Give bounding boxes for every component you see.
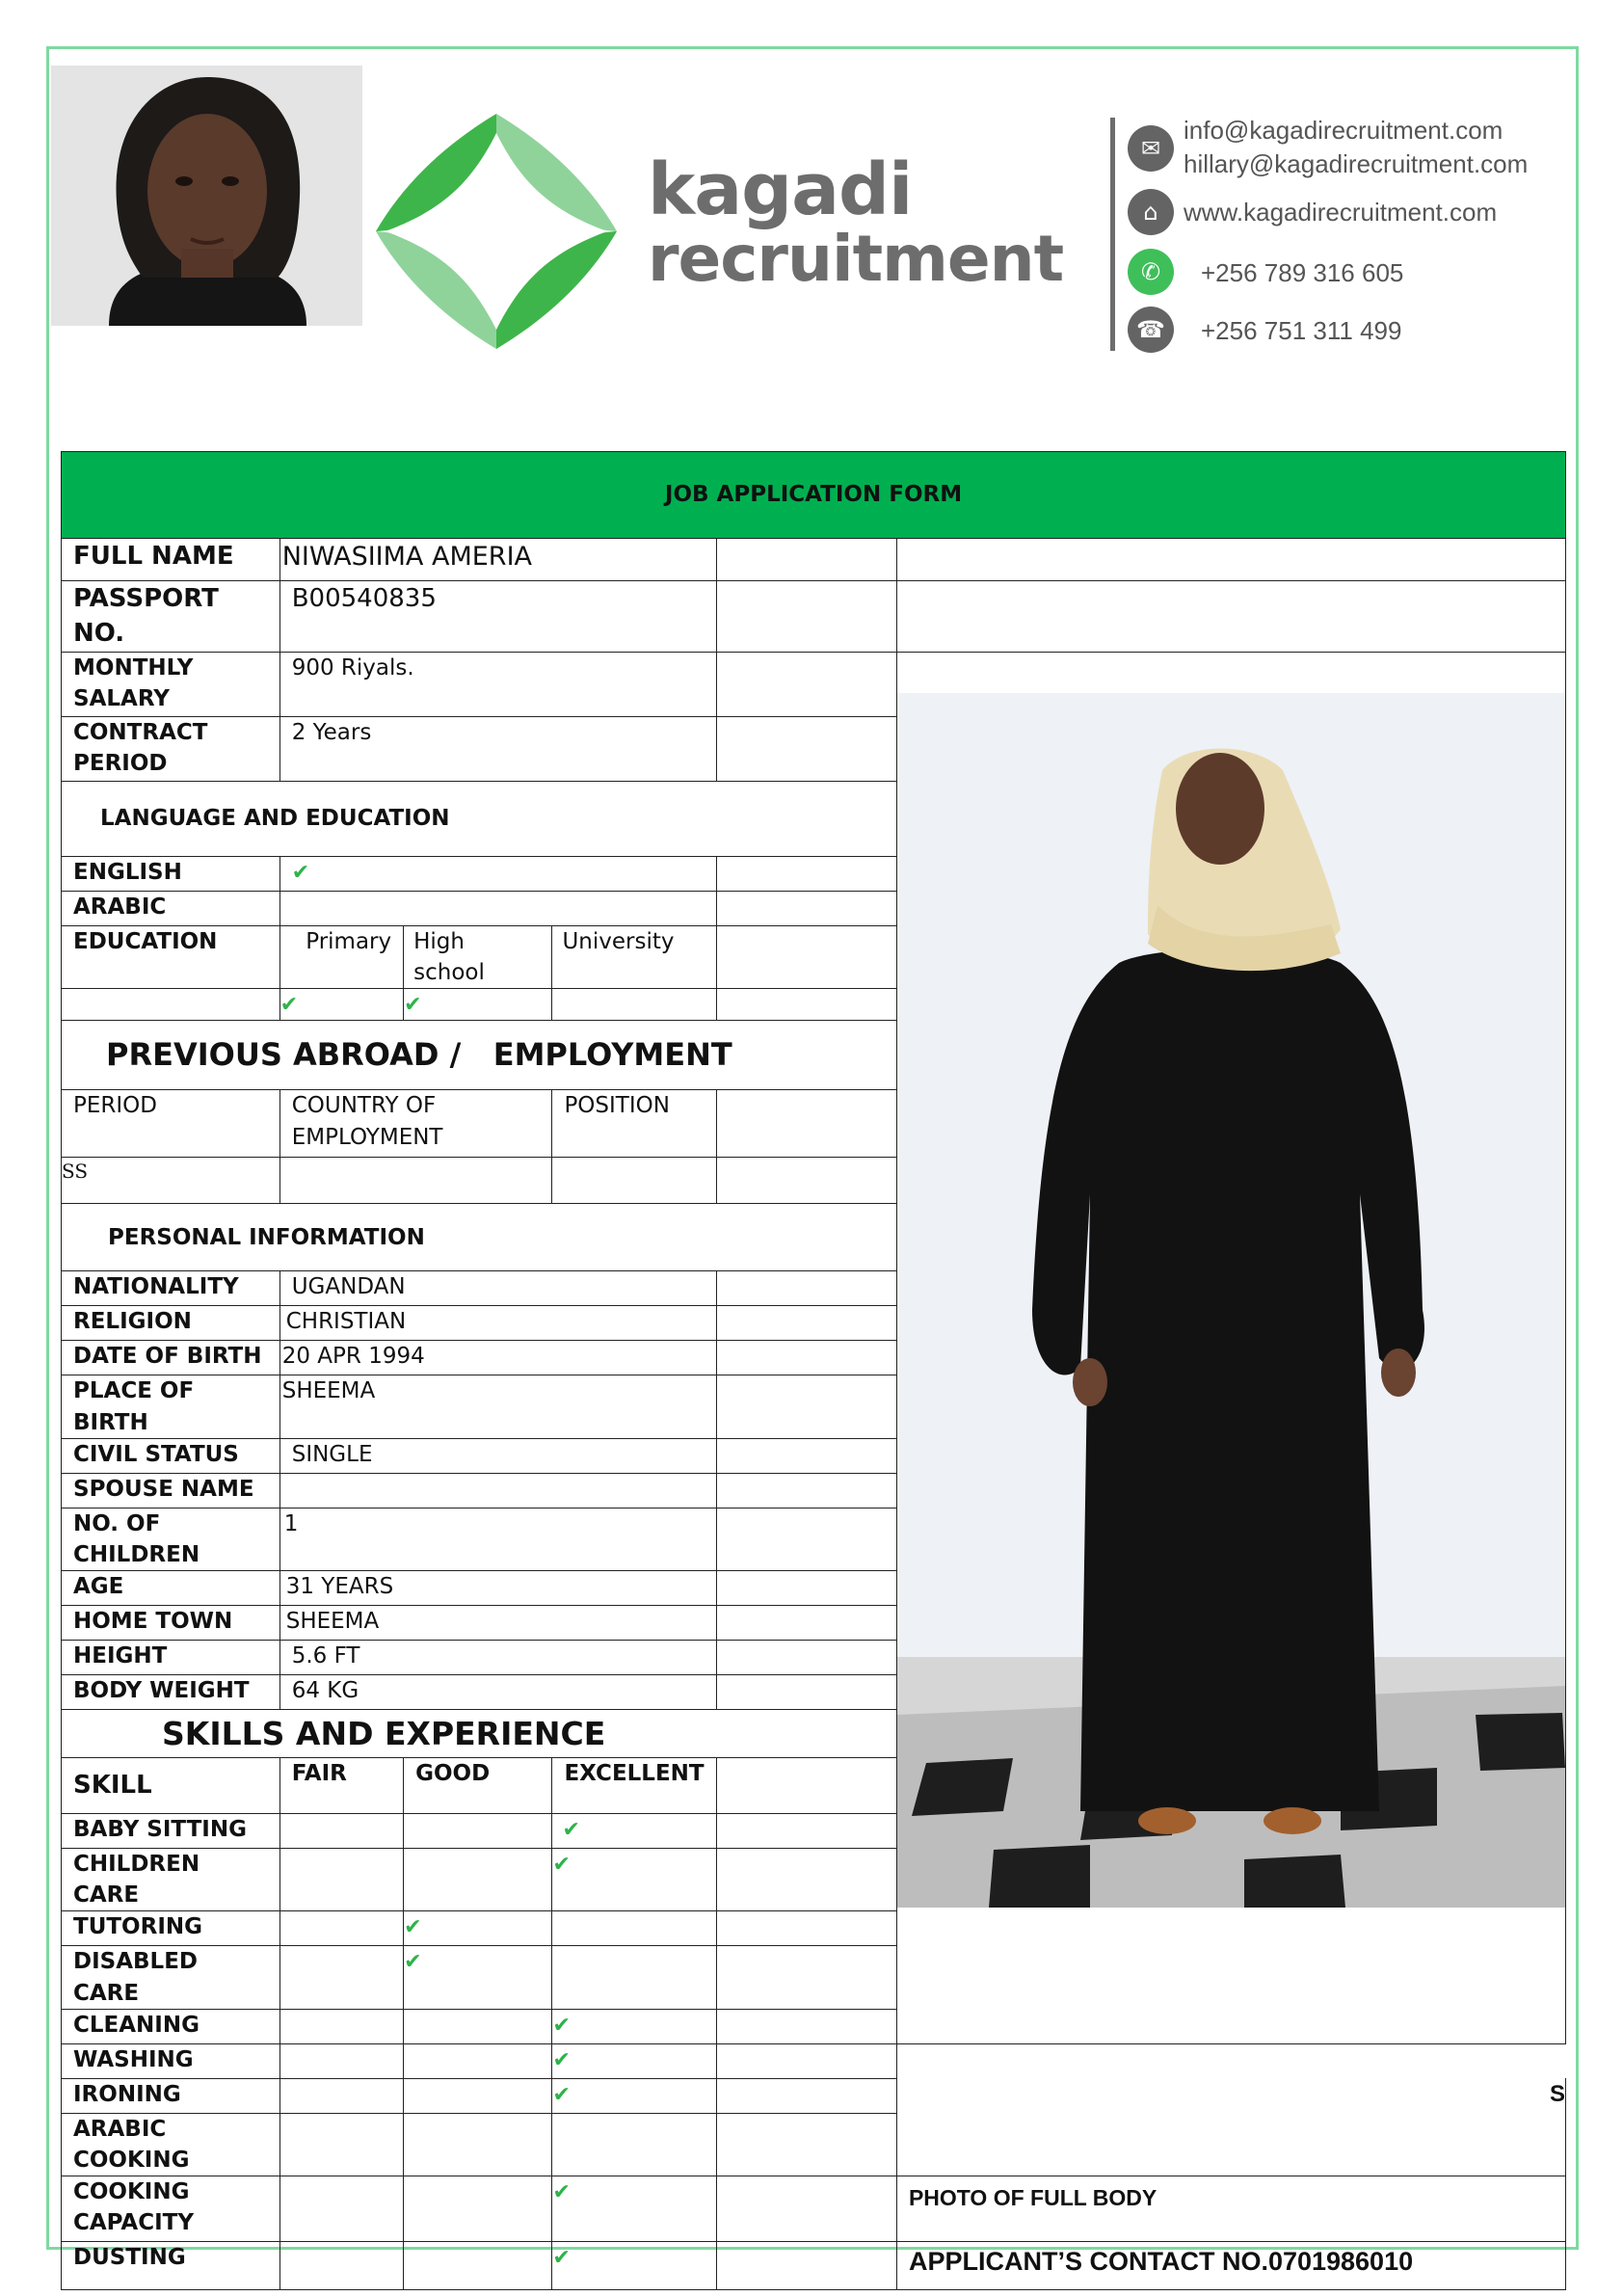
position-header: POSITION (552, 1090, 716, 1158)
section-skills-experience: SKILLS AND EXPERIENCE (62, 1710, 897, 1758)
checkmark-icon: ✔ (404, 993, 422, 1018)
section-language-education: LANGUAGE AND EDUCATION (62, 781, 897, 856)
children-value: 1 (279, 1508, 716, 1570)
education-label: EDUCATION (62, 925, 280, 988)
section-personal-information: PERSONAL INFORMATION (62, 1204, 897, 1271)
whatsapp-icon: ✆ (1128, 249, 1174, 295)
contact-email-1[interactable]: info@kagadirecruitment.com (1184, 116, 1503, 145)
passport-value: B00540835 (279, 581, 716, 653)
height-label: HEIGHT (62, 1641, 280, 1675)
checkmark-icon: ✔ (552, 2013, 571, 2038)
full-body-photo-cell (896, 652, 1565, 2043)
full-name-value: NIWASIIMA AMERIA (279, 539, 716, 581)
header-divider (1110, 118, 1115, 351)
passport-label: PASSPORT NO. (62, 581, 280, 653)
dob-label: DATE OF BIRTH (62, 1341, 280, 1375)
form-title: JOB APPLICATION FORM (62, 452, 1566, 539)
height-value: 5.6 FT (279, 1641, 716, 1675)
religion-label: RELIGION (62, 1306, 280, 1341)
section-previous-employment: PREVIOUS ABROAD / EMPLOYMENT (62, 1021, 897, 1090)
home-town-label: HOME TOWN (62, 1606, 280, 1641)
phone-icon: ☎ (1128, 307, 1174, 353)
primary-check (279, 989, 403, 1021)
passport-photo (51, 66, 362, 326)
contact-whatsapp[interactable]: +256 789 316 605 (1201, 258, 1404, 287)
full-name-label: FULL NAME (62, 539, 280, 581)
full-body-photo (897, 693, 1565, 1908)
arabic-label: ARABIC (62, 891, 280, 925)
skill-arabic-cooking: ARABIC COOKING (62, 2113, 280, 2176)
nationality-value: UGANDAN (279, 1271, 716, 1306)
checkmark-icon: ✔ (552, 2082, 571, 2107)
weight-value: 64 KG (279, 1675, 716, 1710)
checkmark-icon: ✔ (291, 860, 310, 885)
weight-label: BODY WEIGHT (62, 1675, 280, 1710)
skill-cleaning: CLEANING (62, 2009, 280, 2043)
english-check (279, 856, 716, 891)
applicant-contact: APPLICANT’S CONTACT NO.0701986010 (896, 2242, 1565, 2290)
brand-line-1: kagadi (648, 148, 913, 231)
home-icon: ⌂ (1128, 189, 1174, 235)
skill-disabled-care: DISABLED CARE (62, 1946, 280, 2009)
good-header: GOOD (404, 1758, 552, 1814)
checkmark-icon: ✔ (552, 2047, 571, 2072)
skill-washing: WASHING (62, 2043, 280, 2078)
checkmark-icon: ✔ (562, 1818, 580, 1843)
checkmark-icon: ✔ (279, 993, 299, 1018)
period-header: PERIOD (62, 1090, 280, 1158)
skill-header: SKILL (62, 1758, 280, 1814)
job-application-form (61, 451, 1566, 2290)
checkmark-icon: ✔ (552, 2180, 571, 2205)
checkmark-icon: ✔ (404, 1915, 422, 1940)
salary-value: 900 Riyals. (279, 652, 716, 716)
nationality-label: NATIONALITY (62, 1271, 280, 1306)
dob-value: 20 APR 1994 (279, 1341, 716, 1375)
high-school-check (404, 989, 552, 1021)
excellent-header: EXCELLENT (552, 1758, 716, 1814)
place-of-birth-value: SHEEMA (279, 1375, 716, 1438)
contract-value: 2 Years (279, 716, 716, 781)
civil-status-value: SINGLE (279, 1438, 716, 1473)
country-header: COUNTRY OF EMPLOYMENT (279, 1090, 552, 1158)
english-label: ENGLISH (62, 856, 280, 891)
stray-mark: S (896, 2078, 1565, 2113)
skill-dusting: DUSTING (62, 2242, 280, 2290)
age-value: 31 YEARS (279, 1571, 716, 1606)
checkmark-icon: ✔ (552, 2246, 571, 2271)
checkmark-icon: ✔ (404, 1950, 422, 1975)
skill-tutoring: TUTORING (62, 1911, 280, 1946)
brand-wordmark (648, 148, 1064, 296)
skill-cooking-capacity: COOKING CAPACITY (62, 2176, 280, 2242)
spouse-name-value (279, 1473, 716, 1508)
checkmark-icon: ✔ (552, 1853, 571, 1878)
employment-period-value: SS (62, 1158, 280, 1204)
contact-email-2[interactable]: hillary@kagadirecruitment.com (1184, 149, 1529, 178)
photo-caption: PHOTO OF FULL BODY (896, 2176, 1565, 2242)
place-of-birth-label: PLACE OF BIRTH (62, 1375, 280, 1438)
skill-children-care: CHILDREN CARE (62, 1849, 280, 1911)
brand-line-2: recruitment (648, 222, 1064, 296)
contact-website[interactable]: www.kagadirecruitment.com (1184, 198, 1498, 227)
education-high-school: High school (404, 925, 552, 988)
contract-label: CONTRACT PERIOD (62, 716, 280, 781)
education-university: University (552, 925, 716, 988)
education-primary: Primary (279, 925, 403, 988)
mail-icon: ✉ (1128, 125, 1174, 172)
civil-status-label: CIVIL STATUS (62, 1438, 280, 1473)
fair-header: FAIR (279, 1758, 403, 1814)
skill-ironing: IRONING (62, 2078, 280, 2113)
religion-value: CHRISTIAN (279, 1306, 716, 1341)
children-label: NO. OF CHILDREN (62, 1508, 280, 1570)
home-town-value: SHEEMA (279, 1606, 716, 1641)
skill-baby-sitting: BABY SITTING (62, 1814, 280, 1849)
spouse-name-label: SPOUSE NAME (62, 1473, 280, 1508)
age-label: AGE (62, 1571, 280, 1606)
salary-label: MONTHLY SALARY (62, 652, 280, 716)
contact-phone[interactable]: +256 751 311 499 (1201, 316, 1402, 345)
kagadi-logo-icon (376, 114, 617, 349)
